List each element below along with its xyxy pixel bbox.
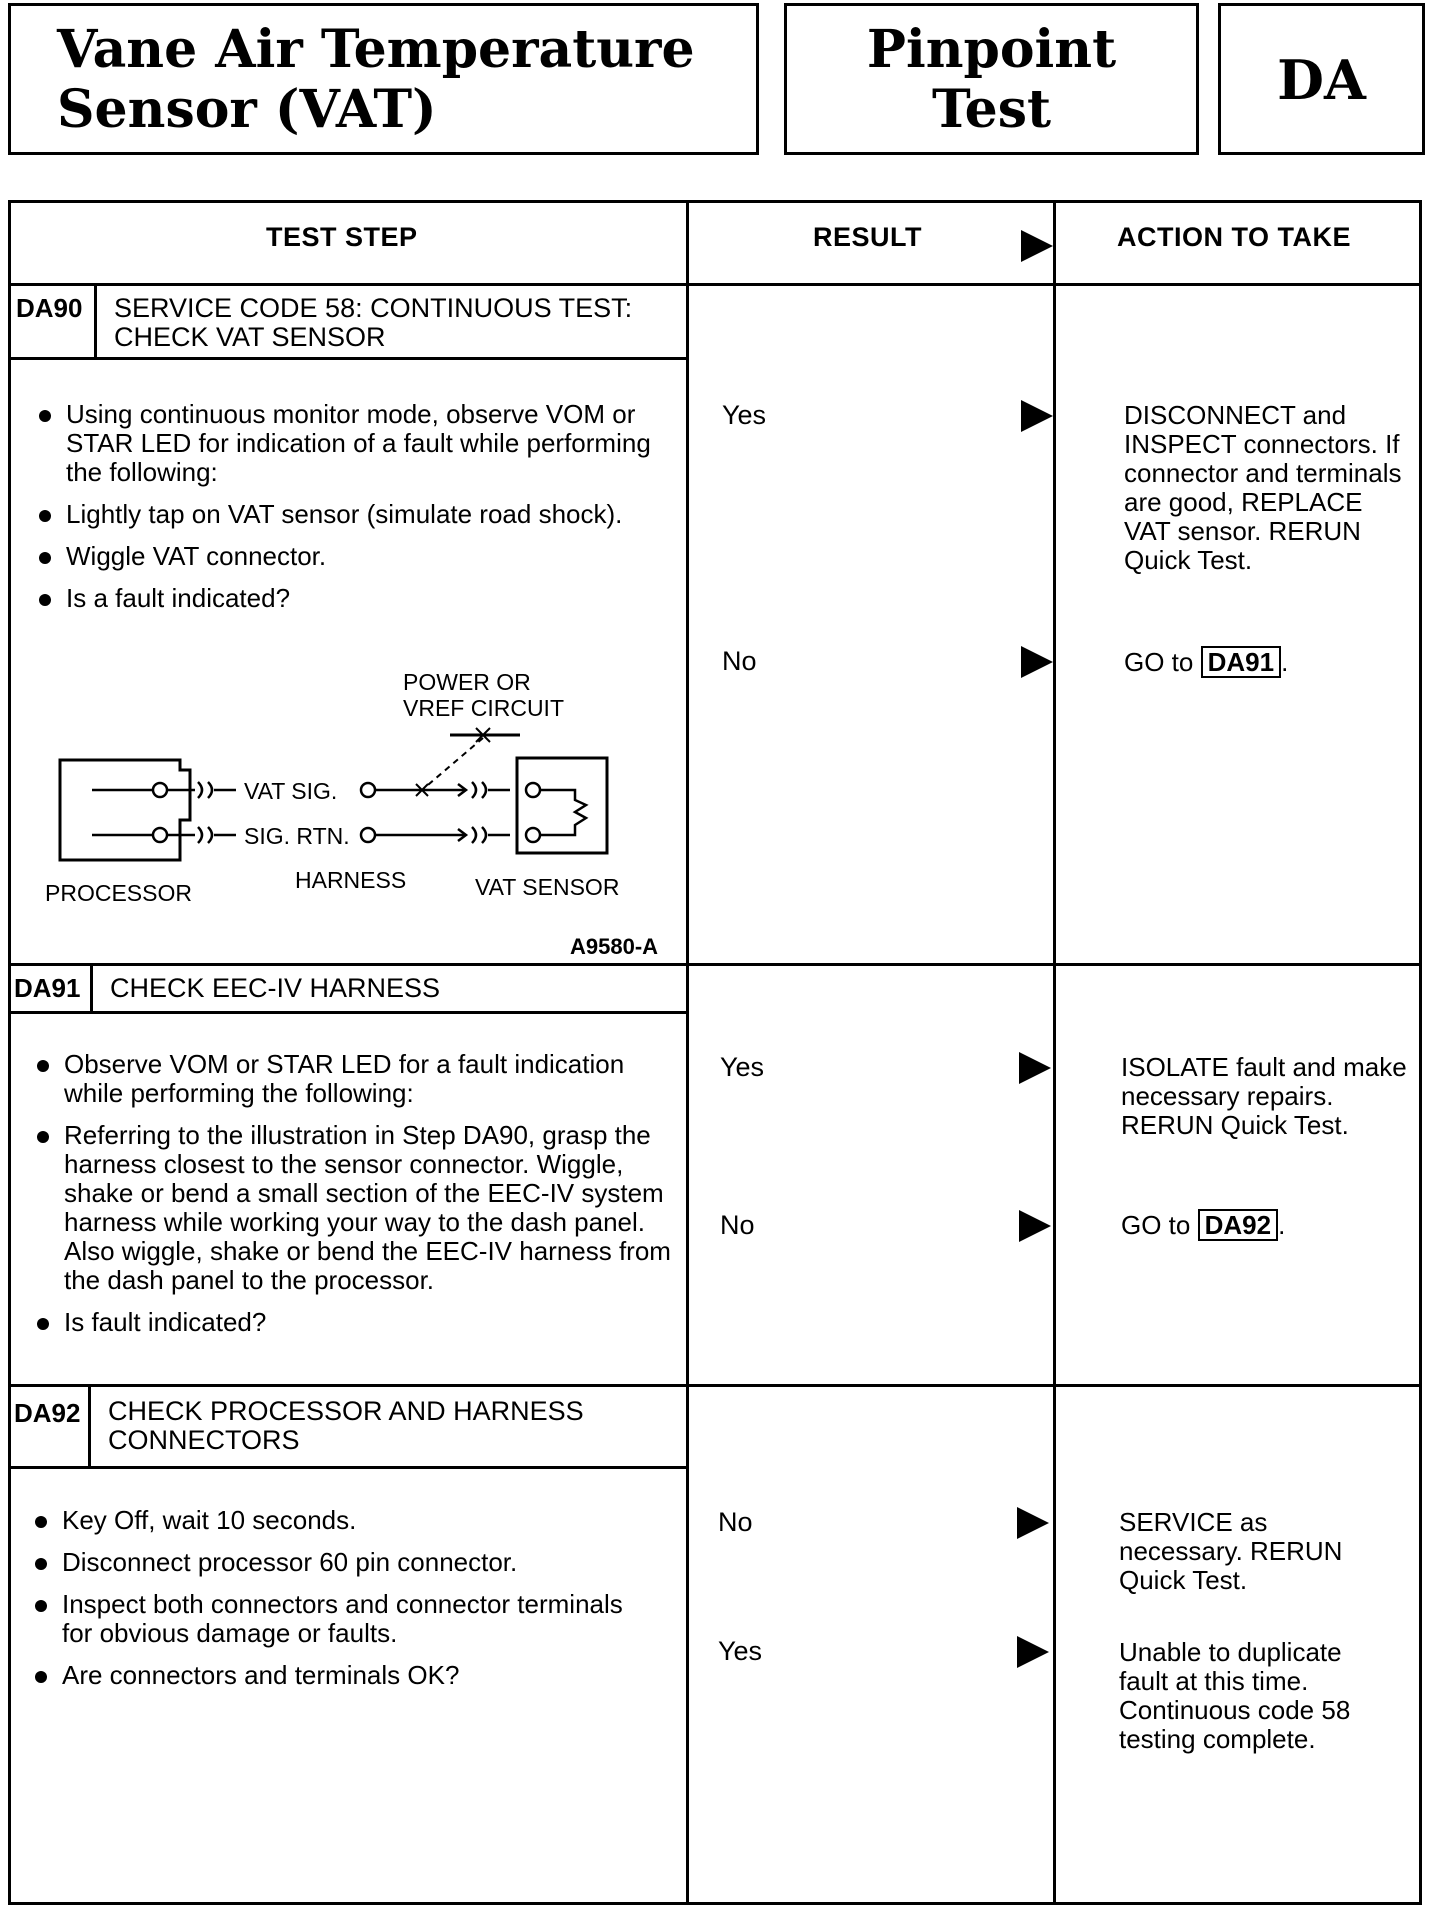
list-item: Observe VOM or STAR LED for a fault indication while performing the following: bbox=[32, 1050, 672, 1108]
result-yes: Yes bbox=[718, 1636, 763, 1666]
action-no: GO to DA91 . bbox=[1124, 647, 1289, 677]
vat-sensor-label: VAT SENSOR bbox=[475, 874, 620, 900]
test-step-column-divider bbox=[686, 200, 689, 1905]
step-id-divider bbox=[94, 283, 97, 359]
result-yes-arrow-icon bbox=[1021, 400, 1053, 432]
result-no: No bbox=[720, 1210, 755, 1240]
vat-sig-label: VAT SIG. bbox=[244, 778, 338, 804]
list-item: Inspect both connectors and connector terminals for obvious damage or faults. bbox=[30, 1590, 650, 1648]
step-title: CHECK PROCESSOR AND HARNESS CONNECTORS bbox=[108, 1396, 584, 1455]
result-yes: Yes bbox=[722, 400, 767, 430]
sig-rtn-label: SIG. RTN. bbox=[244, 823, 350, 849]
list-item: Referring to the illustration in Step DA90, grasp the harness closest to the sensor connector. Wiggle, shake or bend a small section of the EEC-IV system harness while working your way to the dash panel. Also wiggle, shake or bend the EEC-IV harness from the dash panel to the processor. bbox=[32, 1121, 672, 1295]
result-yes-arrow-icon bbox=[1019, 1052, 1051, 1084]
row-divider-da92 bbox=[8, 1384, 1422, 1387]
list-item: Is fault indicated? bbox=[32, 1308, 672, 1337]
result-no-arrow-icon bbox=[1021, 646, 1053, 678]
step-title: CHECK EEC-IV HARNESS bbox=[110, 973, 441, 1003]
result-column-divider bbox=[1053, 200, 1056, 1905]
action-yes: DISCONNECT and INSPECT connectors. If connector and terminals are good, REPLACE VAT sensor. RERUN Quick Test. bbox=[1124, 400, 1402, 575]
table-bottom-border bbox=[8, 1902, 1422, 1905]
result-no: No bbox=[718, 1507, 753, 1537]
step-title-underline bbox=[8, 1011, 689, 1014]
step-id: DA90 bbox=[16, 293, 83, 323]
list-item: Is a fault indicated? bbox=[34, 584, 664, 613]
result-yes: Yes bbox=[720, 1052, 765, 1082]
processor-block bbox=[60, 760, 190, 860]
list-item: Are connectors and terminals OK? bbox=[30, 1661, 650, 1690]
list-item: Disconnect processor 60 pin connector. bbox=[30, 1548, 650, 1577]
result-yes-arrow-icon bbox=[1017, 1636, 1049, 1668]
harness-label: HARNESS bbox=[295, 867, 407, 893]
column-header-result: RESULT bbox=[813, 222, 922, 252]
list-item: Wiggle VAT connector. bbox=[34, 542, 664, 571]
step-id-divider bbox=[88, 1384, 91, 1468]
table-top-border bbox=[8, 200, 1422, 203]
test-code-box bbox=[1218, 3, 1425, 155]
column-header-action: ACTION TO TAKE bbox=[1117, 222, 1351, 252]
header-row-divider bbox=[8, 283, 1422, 286]
test-code: DA bbox=[1277, 48, 1366, 112]
step-title-underline bbox=[8, 357, 689, 360]
list-item: Lightly tap on VAT sensor (simulate road shock). bbox=[34, 500, 664, 529]
figure-id: A9580-A bbox=[570, 934, 659, 959]
step-title: SERVICE CODE 58: CONTINUOUS TEST: CHECK VAT SENSOR bbox=[114, 293, 633, 352]
action-yes: Unable to duplicate fault at this time. Continuous code 58 testing complete. bbox=[1119, 1637, 1351, 1754]
table-right-border bbox=[1419, 200, 1422, 1905]
step-title-underline bbox=[8, 1466, 689, 1469]
test-type-box bbox=[784, 3, 1199, 155]
step-instructions bbox=[32, 1050, 672, 1350]
result-no-arrow-icon bbox=[1019, 1210, 1051, 1242]
step-reference-da91[interactable]: DA91 bbox=[1201, 646, 1281, 678]
step-reference-da92[interactable]: DA92 bbox=[1198, 1209, 1278, 1241]
page-title: Vane Air Temperature Sensor (VAT) bbox=[57, 19, 695, 140]
result-no-arrow-icon bbox=[1017, 1507, 1049, 1539]
power-vref-label: POWER OR VREF CIRCUIT bbox=[403, 669, 564, 721]
list-item: Using continuous monitor mode, observe VOM or STAR LED for indication of a fault while performing the following: bbox=[34, 400, 664, 487]
step-instructions bbox=[34, 400, 664, 626]
list-item: Key Off, wait 10 seconds. bbox=[30, 1506, 650, 1535]
table-left-border bbox=[8, 200, 11, 1905]
column-header-test-step: TEST STEP bbox=[266, 222, 418, 252]
result-header-arrow-icon bbox=[1021, 230, 1053, 262]
result-no: No bbox=[722, 646, 757, 676]
processor-label: PROCESSOR bbox=[45, 880, 192, 906]
step-id: DA92 bbox=[14, 1398, 81, 1428]
step-id: DA91 bbox=[14, 973, 81, 1003]
action-yes: ISOLATE fault and make necessary repairs. RERUN Quick Test. bbox=[1121, 1052, 1407, 1140]
title-box bbox=[8, 3, 759, 155]
step-instructions bbox=[30, 1506, 650, 1703]
action-no: GO to DA92 . bbox=[1121, 1210, 1286, 1240]
action-no: SERVICE as necessary. RERUN Quick Test. bbox=[1119, 1507, 1343, 1595]
vat-wiring-diagram bbox=[30, 660, 690, 970]
step-id-divider bbox=[90, 963, 93, 1013]
test-type-label: Pinpoint Test bbox=[866, 19, 1117, 140]
